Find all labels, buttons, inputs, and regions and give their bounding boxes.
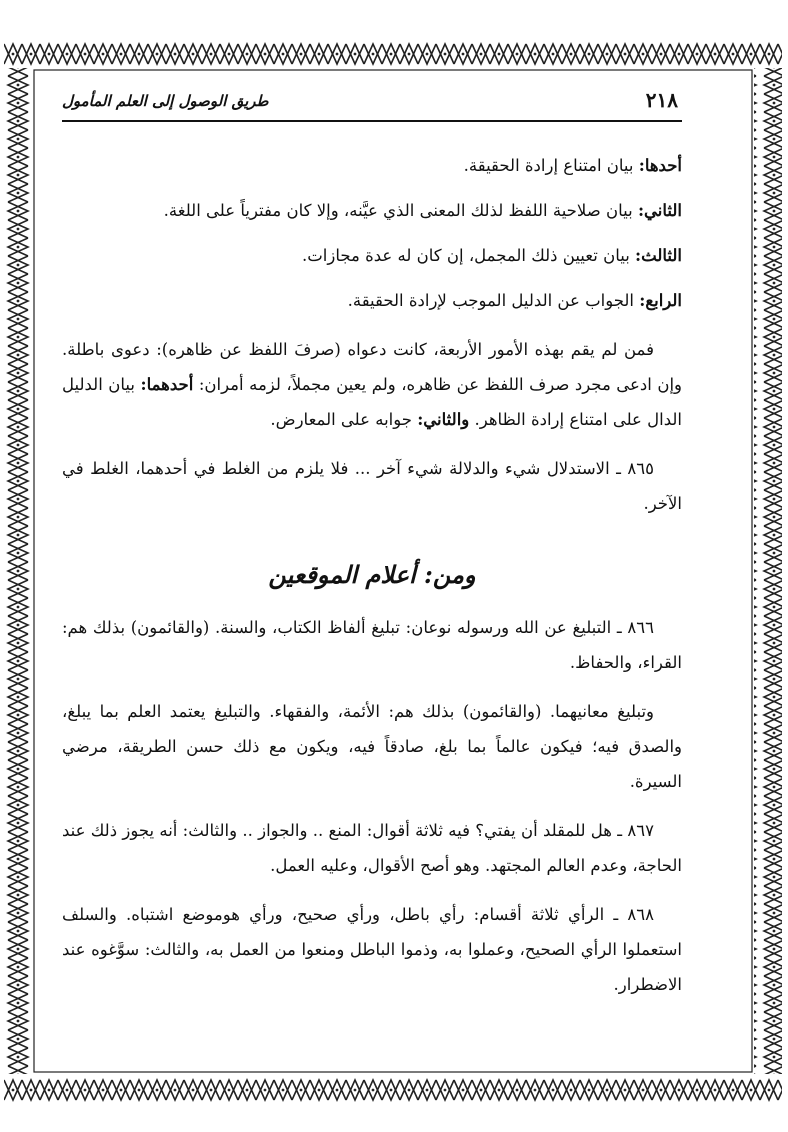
- item-text: بيان امتناع إرادة الحقيقة.: [463, 156, 639, 175]
- para-bold-label: أحدهما:: [140, 375, 194, 394]
- para-bold-label: والثاني:: [417, 410, 470, 429]
- body-text: [62, 148, 682, 1002]
- list-item: [62, 193, 682, 228]
- item-text: بيان صلاحية اللفظ لذلك المعنى الذي عيَّنه، وإلا كان مفترياً على اللغة.: [163, 201, 638, 220]
- page-content: [62, 86, 682, 1066]
- para-text: بيان الدليل الدال على امتناع إرادة الظاهر.: [62, 375, 682, 429]
- list-item: [62, 283, 682, 318]
- para-text: فمن لم يقم بهذه الأمور الأربعة، كانت دعواه (صرفَ اللفظ عن ظاهره): دعوى باطلة. وإن ادعى مجرد صرف اللفظ عن ظاهره، ولم يعين مجملاً، لزمه أمران:: [62, 340, 682, 394]
- item-label: الثاني:: [637, 201, 682, 220]
- paragraph-867: ٨٦٧ ـ هل للمقلد أن يفتي؟ فيه ثلاثة أقوال: المنع .. والجواز .. والثالث: أنه يجوز ذلك عند الحاجة، وعدم العالم المجتهد. وهو أصح الأقوال، وعليه العمل.: [62, 821, 682, 875]
- paragraph-865: ٨٦٥ ـ الاستدلال شيء والدلالة شيء آخر ... فلا يلزم من الغلط في أحدهما، الغلط في الآخر.: [62, 459, 682, 513]
- page-header: [62, 86, 682, 122]
- item-label: الثالث:: [635, 246, 682, 265]
- item-label: الرابع:: [639, 291, 682, 310]
- running-title: طريق الوصول إلى العلم المأمول: [62, 92, 269, 110]
- item-text: الجواب عن الدليل الموجب لإرادة الحقيقة.: [347, 291, 640, 310]
- paragraph-866-continued: وتبليغ معانيهما. (والقائمون) بذلك هم: الأئمة، والفقهاء. والتبليغ يعتمد العلم بما يبلغ، والصدق فيه؛ فيكون عالماً بما بلغ، صادقاً فيه، ويكون مع ذلك حسن الطريقة، مرضي السيرة.: [62, 702, 682, 791]
- para-text: جوابه على المعارض.: [270, 410, 418, 429]
- paragraph-conditions: [62, 332, 682, 437]
- paragraph-868: ٨٦٨ ـ الرأي ثلاثة أقسام: رأي باطل، ورأي صحيح، ورأي هوموضع اشتباه. والسلف استعملوا الرأي الصحيح، وعملوا به، وذموا الباطل ومنعوا من العمل به، والثالث: سوَّغوه عند الاضطرار.: [62, 905, 682, 994]
- item-label: أحدها:: [638, 156, 682, 175]
- paragraph-866: ٨٦٦ ـ التبليغ عن الله ورسوله نوعان: تبليغ ألفاظ الكتاب، والسنة. (والقائمون) بذلك هم: القراء، والحفاظ.: [62, 618, 682, 672]
- list-item: [62, 238, 682, 273]
- list-item: [62, 148, 682, 183]
- item-text: بيان تعيين ذلك المجمل، إن كان له عدة مجازات.: [302, 246, 636, 265]
- section-heading: ومن: أعلام الموقعين: [268, 560, 476, 589]
- page-number: ٢١٨: [645, 88, 678, 112]
